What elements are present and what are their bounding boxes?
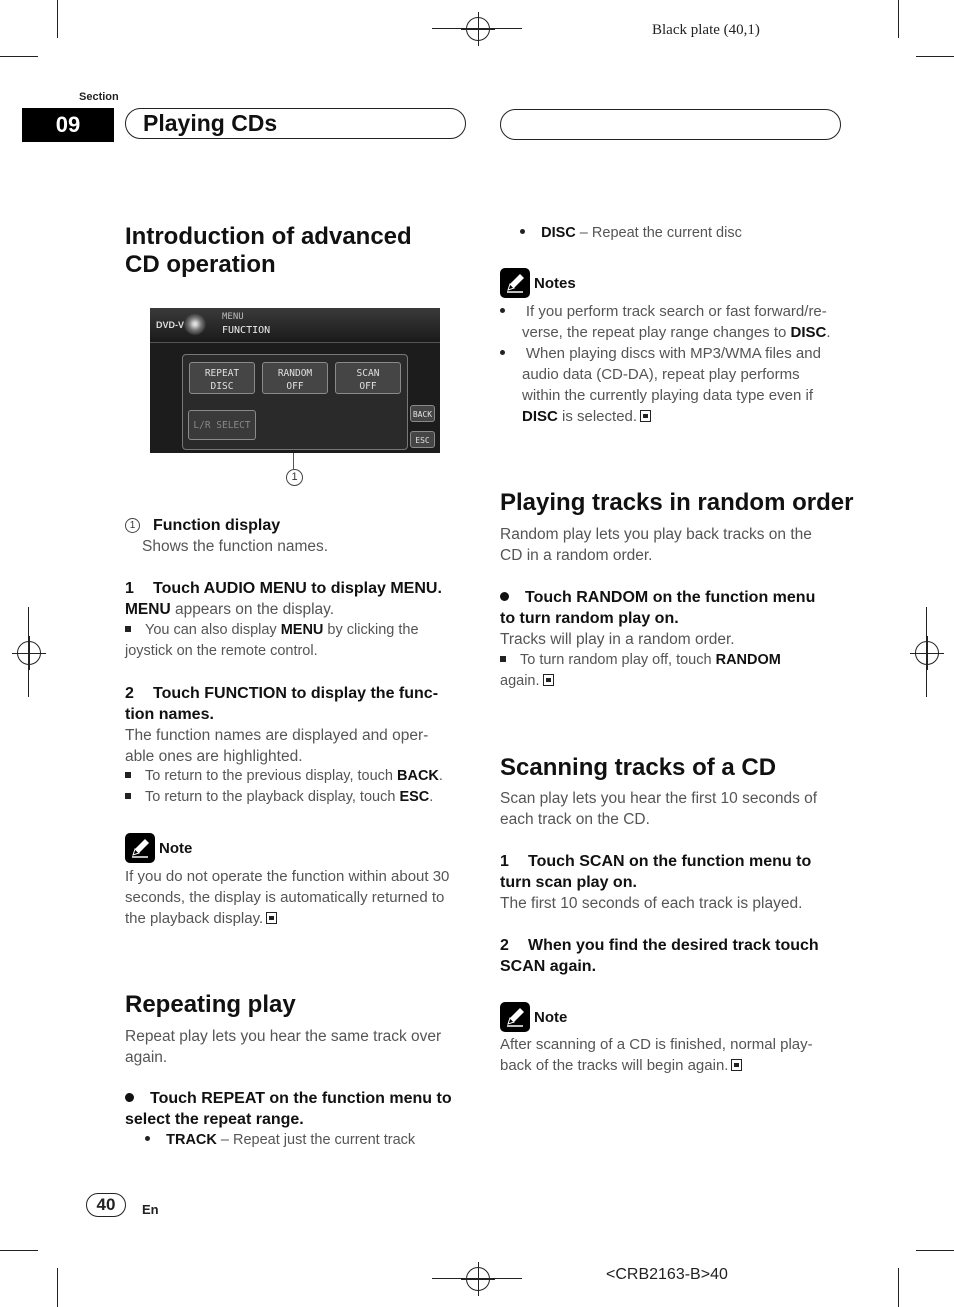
legend-description: Shows the function names.	[142, 538, 329, 555]
scan-step-2	[500, 935, 819, 977]
step-2-bullet-1-text: To return to the previous display, touch	[145, 768, 398, 784]
disc-icon	[184, 313, 206, 335]
intro-heading-line2: CD operation	[125, 251, 276, 278]
random-step	[500, 587, 815, 629]
crop-mark	[898, 0, 899, 38]
random-bullet-bold: RANDOM	[715, 652, 781, 668]
notes-1-line2: verse, the repeat play range changes to DISC.	[522, 324, 831, 341]
random-button[interactable]	[262, 362, 328, 394]
note-line3: the playback display.	[125, 910, 264, 927]
scan-note-header	[500, 1002, 567, 1032]
step-1-number: 1	[125, 580, 134, 597]
note-label: Note	[159, 839, 193, 857]
step-1-text: Touch AUDIO MENU to display MENU.	[153, 580, 442, 597]
random-desc-line1: Random play lets you play back tracks on the	[500, 526, 812, 543]
repeat-description	[125, 1026, 441, 1068]
step-2-bullet-1: To return to the previous display, touch BACK.	[125, 766, 443, 787]
step-2-bullet-2-bold: ESC	[399, 789, 430, 805]
scan-step-2-number: 2	[500, 937, 509, 954]
step-1-bullet-bold: MENU	[280, 622, 324, 638]
step-2-number: 2	[125, 685, 134, 702]
scan-note-line2: back of the tracks will begin again.	[500, 1057, 729, 1074]
step-1-description	[125, 599, 334, 620]
scan-step-1-line1: Touch SCAN on the function menu to	[528, 853, 812, 870]
notes-2-line2: audio data (CD-DA), repeat play performs	[522, 366, 800, 383]
crop-mark	[916, 56, 954, 57]
scan-step-1-line2: turn scan play on.	[500, 874, 637, 891]
repeat-button[interactable]	[189, 362, 255, 394]
step-1-desc-text: appears on the display.	[170, 601, 335, 618]
repeat-step	[125, 1088, 452, 1130]
notes-2-line1: When playing discs with MP3/WMA files and	[525, 345, 821, 362]
end-mark-icon	[731, 1059, 742, 1071]
scan-description	[500, 788, 817, 830]
intro-heading-line1: Introduction of advanced	[125, 223, 412, 250]
note-text	[125, 866, 449, 929]
disc-option-desc: – Repeat the current disc	[575, 225, 742, 241]
random-description	[500, 524, 812, 566]
repeat-heading: Repeating play	[125, 991, 296, 1018]
callout-number: 1	[286, 469, 303, 486]
random-bullet-text: To turn random play off, touch	[520, 652, 716, 668]
scan-desc-line1: Scan play lets you hear the first 10 seconds of	[500, 790, 818, 807]
section-number: 09	[22, 108, 114, 142]
registration-mark-icon	[466, 1267, 490, 1291]
scan-note-line1: After scanning of a CD is finished, normal play-	[500, 1036, 813, 1053]
pencil-icon	[500, 268, 530, 298]
lr-select-button[interactable]: L/R SELECT	[188, 410, 256, 440]
random-button-label: RANDOM	[277, 368, 313, 379]
callout-line	[293, 453, 294, 469]
page-number: 40	[86, 1193, 126, 1217]
step-2-desc-line1: The function names are displayed and oper-	[125, 727, 429, 744]
note-line2: seconds, the display is automatically returned to	[125, 889, 445, 906]
esc-button[interactable]: ESC	[410, 431, 435, 448]
random-desc-line2: CD in a random order.	[500, 547, 653, 564]
notes-label: Notes	[534, 274, 576, 292]
step-2-bullet-1-bold: BACK	[397, 768, 439, 784]
step-1	[125, 578, 442, 599]
step-2-text-line1: Touch FUNCTION to display the func-	[153, 685, 439, 702]
scan-note-text	[500, 1034, 813, 1076]
scan-step-1-number: 1	[500, 853, 509, 870]
notes-2-line3: within the currently playing data type even if	[522, 387, 813, 404]
notes-2-line4	[500, 408, 651, 425]
notes-1-line1: If you perform track search or fast forward/re-	[525, 303, 827, 320]
random-heading: Playing tracks in random order	[500, 489, 854, 516]
end-mark-icon	[543, 674, 554, 686]
crop-mark	[898, 1268, 899, 1307]
crop-mark	[0, 1250, 38, 1251]
scan-desc-line2: each track on the CD.	[500, 811, 650, 828]
scan-button[interactable]	[335, 362, 401, 394]
language-label: En	[142, 1202, 159, 1217]
note-line1: If you do not operate the function within about 30	[125, 868, 450, 885]
notes-2-line4-text: is selected.	[557, 408, 638, 425]
repeat-step-line1: Touch REPEAT on the function menu to	[150, 1090, 452, 1107]
dot-bullet-icon	[520, 229, 525, 234]
crop-mark	[57, 0, 58, 38]
repeat-button-value: DISC	[210, 381, 234, 392]
repeat-desc-line2: again.	[125, 1049, 168, 1066]
repeat-button-label: REPEAT	[204, 368, 240, 379]
notes-item-1	[500, 301, 831, 343]
intro-heading	[125, 223, 412, 279]
random-bullet	[500, 650, 781, 692]
step-1-bullet-text-a: You can also display	[145, 622, 281, 638]
notes-item-2	[500, 343, 821, 427]
step-1-desc-bold: MENU	[125, 601, 171, 618]
disc-option-bold: DISC	[541, 225, 576, 241]
back-button[interactable]: BACK	[410, 405, 435, 422]
end-mark-icon	[266, 912, 277, 924]
scan-step-1	[500, 851, 811, 893]
track-option-desc: – Repeat just the current track	[216, 1132, 416, 1148]
scan-button-label: SCAN	[356, 368, 380, 379]
step-2	[125, 683, 438, 725]
function-display-screenshot	[150, 308, 440, 453]
legend-title: Function display	[153, 517, 281, 534]
notes-1-bold: DISC	[790, 324, 827, 341]
repeat-desc-line1: Repeat play lets you hear the same track over	[125, 1028, 442, 1045]
end-mark-icon	[640, 410, 651, 422]
dot-bullet-icon	[500, 308, 505, 313]
registration-mark-icon	[466, 17, 490, 41]
step-2-description	[125, 725, 428, 767]
random-after: Tracks will play in a random order.	[500, 631, 735, 648]
crop-mark	[916, 1250, 954, 1251]
step-2-text-line2: tion names.	[125, 706, 214, 723]
pencil-icon	[500, 1002, 530, 1032]
screen-function-label: FUNCTION	[222, 325, 271, 336]
scan-step-2-line1: When you find the desired track touch	[528, 937, 819, 954]
round-bullet-icon	[125, 1093, 134, 1102]
section-label: Section	[79, 91, 119, 103]
scan-heading: Scanning tracks of a CD	[500, 754, 777, 781]
square-bullet-icon	[500, 656, 506, 662]
scan-button-value: OFF	[359, 381, 377, 392]
dot-bullet-icon	[500, 350, 505, 355]
note-header	[125, 833, 192, 863]
random-step-line1: Touch RANDOM on the function menu	[525, 589, 816, 606]
crop-mark	[0, 56, 38, 57]
scan-step-1-description: The first 10 seconds of each track is played.	[500, 895, 803, 912]
round-bullet-icon	[500, 592, 509, 601]
document-code: <CRB2163-B>40	[606, 1266, 728, 1283]
blank-title-box	[500, 109, 841, 140]
notes-1-line2-text: verse, the repeat play range changes to	[522, 324, 791, 341]
crop-mark	[57, 1268, 58, 1307]
scan-step-2-line2: SCAN again.	[500, 958, 597, 975]
section-title-box	[125, 108, 466, 139]
screen-menu-label: MENU	[222, 312, 244, 322]
square-bullet-icon	[125, 793, 131, 799]
plate-label: Black plate (40,1)	[652, 22, 760, 38]
random-button-value: OFF	[286, 381, 304, 392]
step-2-bullet-2: To return to the playback display, touch ESC.	[125, 787, 433, 808]
notes-2-bold: DISC	[522, 408, 558, 425]
step-1-bullet	[125, 620, 465, 662]
dvd-logo: DVD-V	[156, 320, 185, 330]
notes-header	[500, 268, 576, 298]
legend-number: 1	[125, 518, 140, 533]
registration-mark-icon	[17, 641, 41, 665]
square-bullet-icon	[125, 626, 131, 632]
repeat-step-line2: select the repeat range.	[125, 1111, 304, 1128]
random-bullet-line2: again.	[500, 673, 540, 689]
repeat-track-option	[145, 1130, 415, 1151]
track-option-bold: TRACK	[166, 1132, 217, 1148]
random-step-line2: to turn random play on.	[500, 610, 679, 627]
scan-note-label: Note	[534, 1008, 568, 1026]
step-2-desc-line2: able ones are highlighted.	[125, 748, 303, 765]
step-1-bullet-line2: joystick on the remote control.	[125, 643, 318, 659]
step-1-bullet-text-b: by clicking the	[323, 622, 419, 638]
section-title: Playing CDs	[143, 110, 278, 136]
pencil-icon	[125, 833, 155, 863]
repeat-disc-option	[520, 223, 742, 244]
registration-mark-icon	[915, 641, 939, 665]
dot-bullet-icon	[145, 1136, 150, 1141]
square-bullet-icon	[125, 772, 131, 778]
step-2-bullet-2-text: To return to the playback display, touch	[145, 789, 400, 805]
